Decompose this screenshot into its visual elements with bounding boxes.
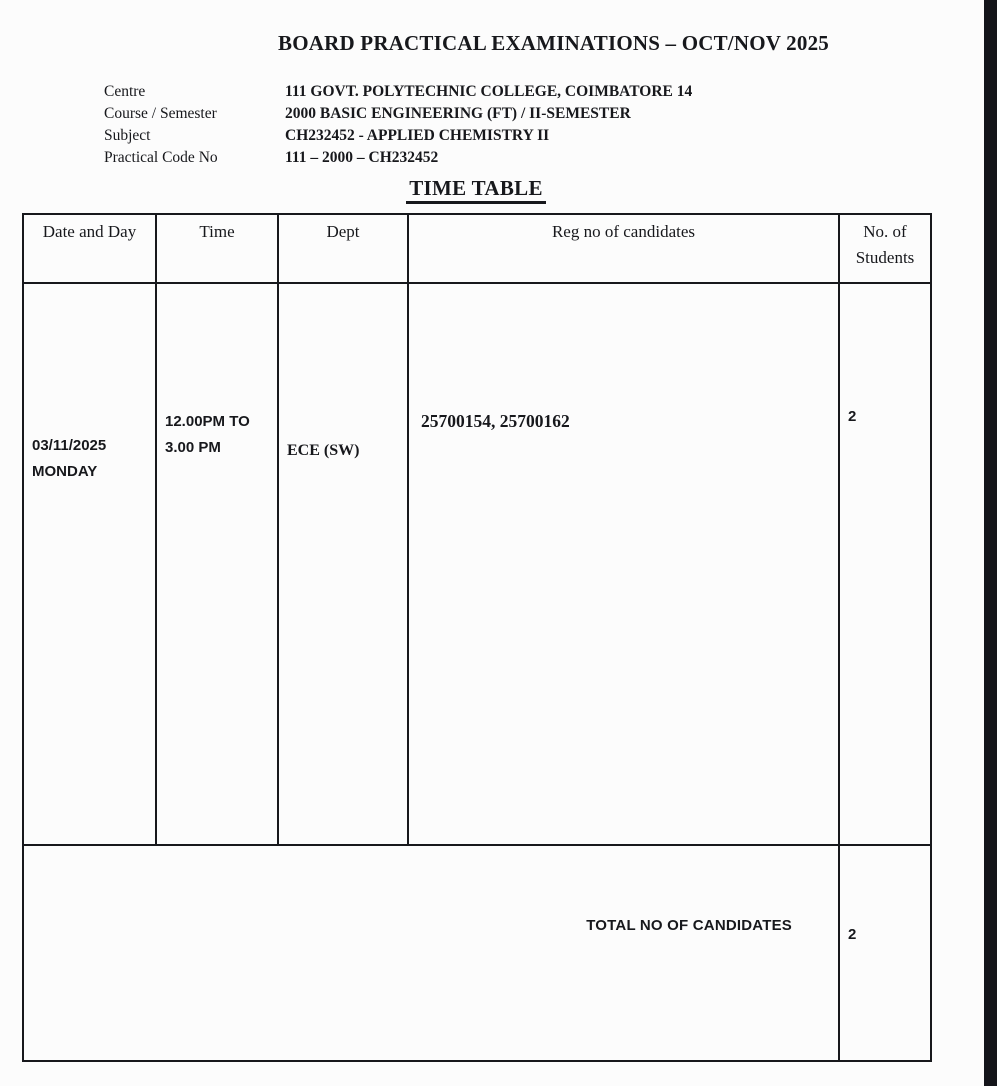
info-row-course-semester [104, 103, 997, 125]
cell-total-value [839, 845, 931, 1061]
cell-time [156, 283, 278, 845]
exam-time-end: 3.00 PM [165, 439, 221, 456]
column-header-time: Time [156, 214, 278, 283]
timetable-header-row [23, 214, 931, 283]
info-value-practical-code: 111 – 2000 – CH232452 [285, 149, 439, 166]
timetable-total-row [23, 845, 931, 1061]
exam-time-start: 12.00PM TO [165, 413, 250, 430]
info-label-practical-code: Practical Code No [104, 149, 218, 166]
cell-dept [278, 283, 408, 845]
timetable [22, 213, 932, 1062]
column-header-reg-no: Reg no of candidates [408, 214, 839, 283]
info-label-course-semester: Course / Semester [104, 105, 217, 122]
exam-reg-numbers: 25700154, 25700162 [421, 411, 570, 431]
info-row-centre [104, 81, 997, 103]
section-title-wrap [22, 176, 930, 204]
info-label-subject: Subject [104, 127, 151, 144]
info-label-centre: Centre [104, 83, 146, 100]
document-title: BOARD PRACTICAL EXAMINATIONS – OCT/NOV 2025 [278, 31, 829, 55]
column-header-dept: Dept [278, 214, 408, 283]
info-value-centre: 111 GOVT. POLYTECHNIC COLLEGE, COIMBATORE 14 [285, 83, 693, 100]
exam-dept: ECE (SW) [287, 442, 360, 459]
total-candidates-count: 2 [848, 926, 857, 943]
info-value-subject: CH232452 - APPLIED CHEMISTRY II [285, 127, 550, 144]
column-header-date-and-day: Date and Day [23, 214, 156, 283]
info-row-practical-code [104, 147, 997, 169]
scan-edge-artifact [984, 0, 997, 1086]
cell-date-and-day [23, 283, 156, 845]
column-header-no-of-students: No. of Students [839, 214, 931, 283]
timetable-data-row [23, 283, 931, 845]
exam-info-block [104, 81, 997, 169]
cell-total-label [23, 845, 839, 1061]
info-value-course-semester: 2000 BASIC ENGINEERING (FT) / II-SEMESTER [285, 105, 631, 122]
cell-no-of-students [839, 283, 931, 845]
cell-reg-no [408, 283, 839, 845]
exam-day: MONDAY [32, 463, 98, 480]
exam-date: 03/11/2025 [32, 437, 107, 454]
info-row-subject [104, 125, 997, 147]
exam-student-count: 2 [848, 408, 857, 425]
total-candidates-label: TOTAL NO OF CANDIDATES [586, 917, 792, 934]
section-title: TIME TABLE [406, 176, 546, 204]
